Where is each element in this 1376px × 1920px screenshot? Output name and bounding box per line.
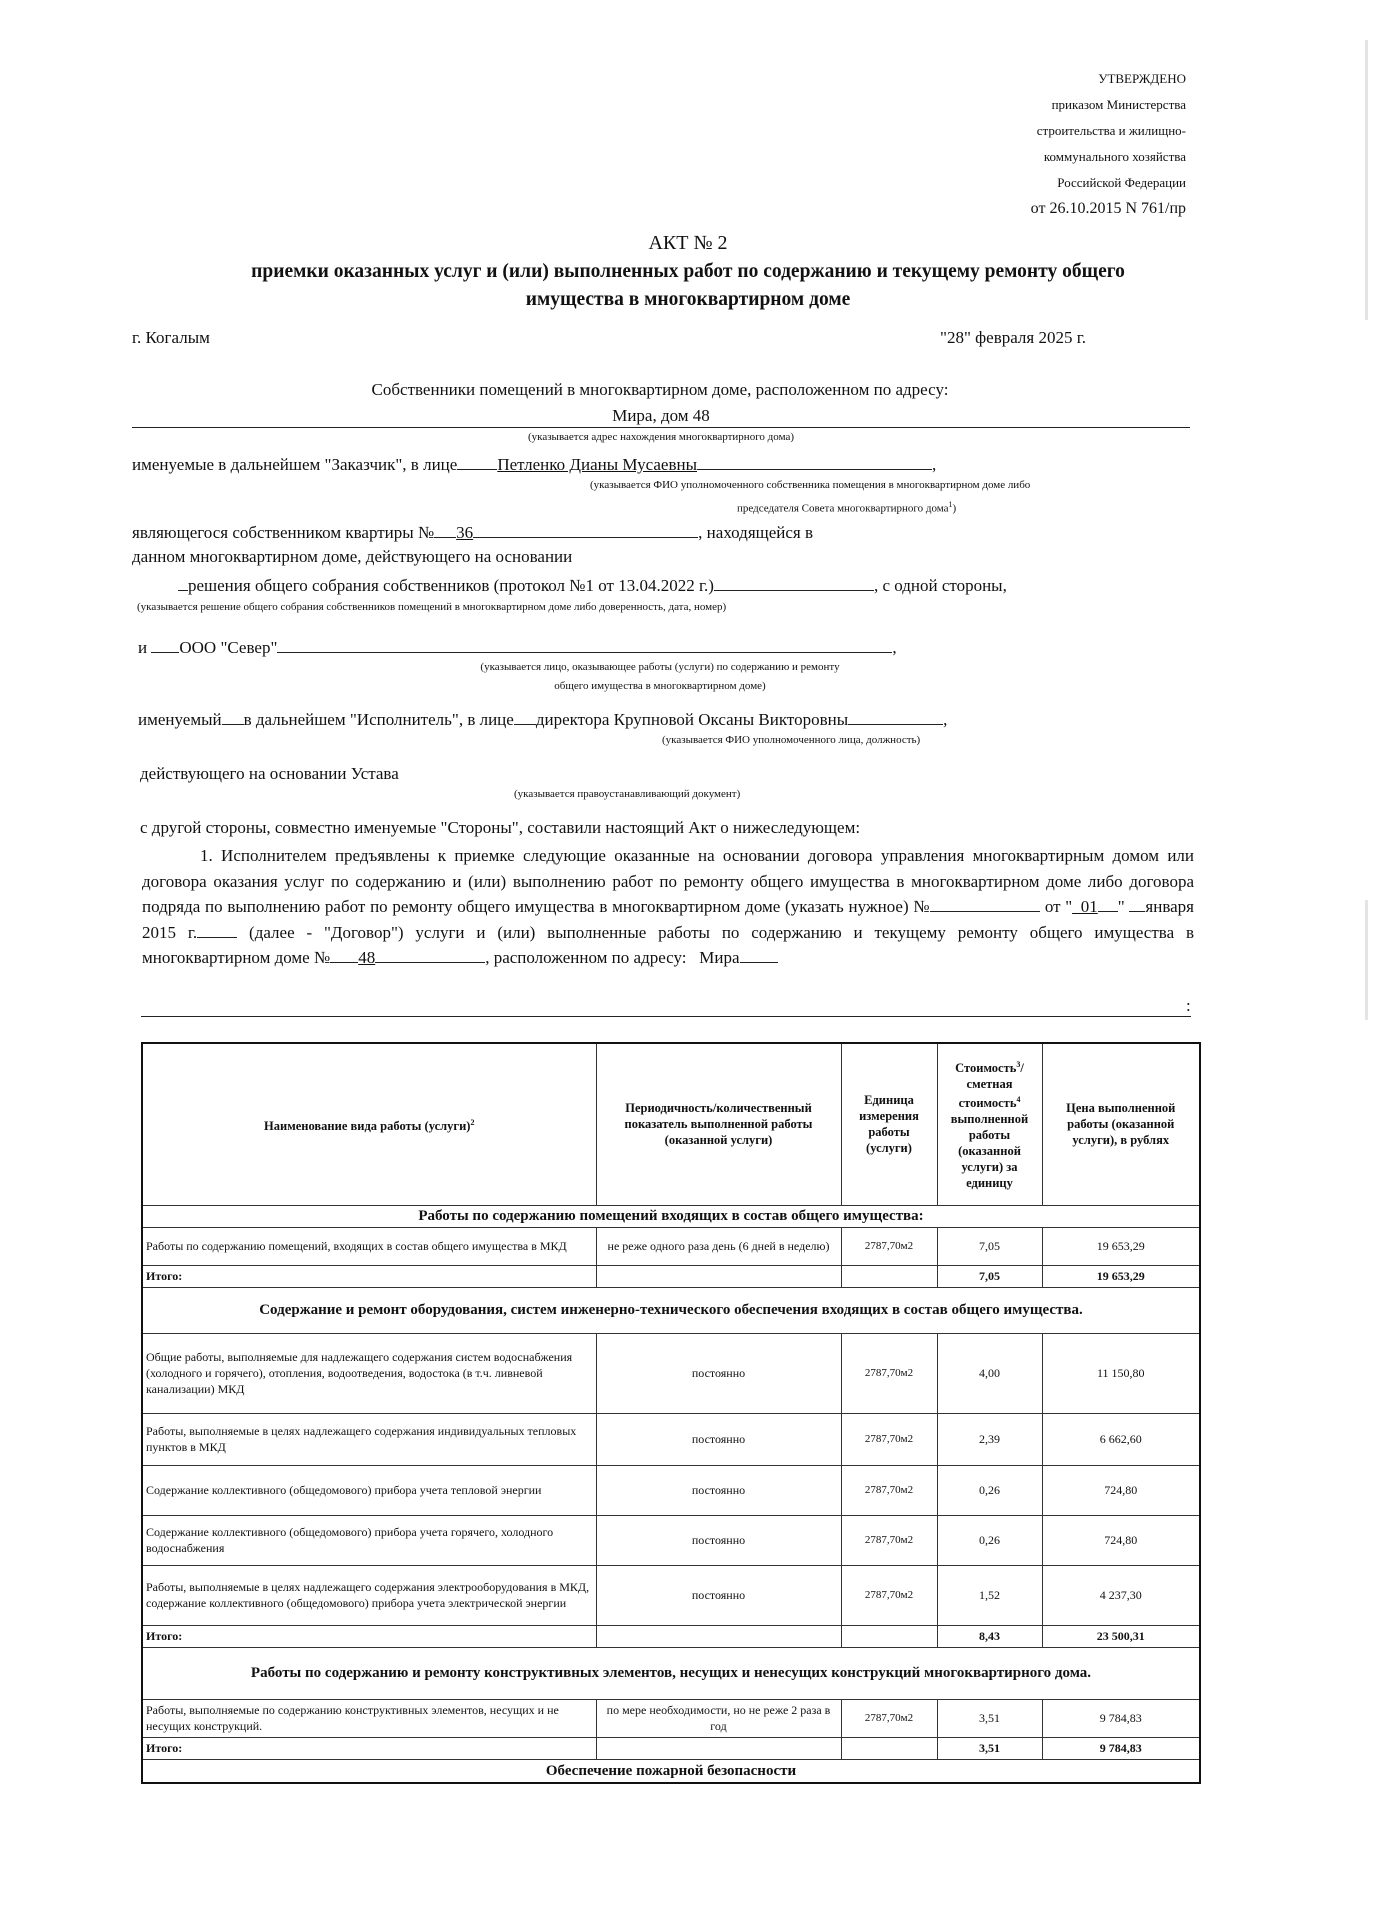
header-period: Периодичность/количественный показатель выполненной работы (оказанной услуги)	[596, 1043, 841, 1205]
one-side: , с одной стороны,	[873, 576, 1007, 595]
decision-line	[178, 576, 1007, 596]
scan-edge-mark	[1365, 900, 1368, 1020]
approval-order-date: от 26.10.2015 N 761/пр	[1030, 200, 1186, 217]
total-price: 19 653,29	[1042, 1265, 1200, 1287]
customer-line: именуемые в дальнейшем "Заказчик", в лице Петленко Дианы Мусаевны ,	[132, 455, 937, 474]
contractor-hint-2: общего имущества в многоквартирном доме)	[554, 680, 766, 692]
work-period: постоянно	[596, 1515, 841, 1565]
work-name: Содержание коллективного (общедомового) прибора учета тепловой энергии	[142, 1465, 596, 1515]
work-unit: 2787,70м2	[841, 1465, 937, 1515]
work-unit: 2787,70м2	[841, 1413, 937, 1465]
owners-intro: Собственники помещений в многоквартирном доме, расположенном по адресу:	[371, 380, 949, 399]
executor-hint: (указывается ФИО уполномоченного лица, должность)	[662, 734, 921, 746]
work-unit: 2787,70м2	[841, 1565, 937, 1625]
work-period: постоянно	[596, 1465, 841, 1515]
total-cost: 7,05	[937, 1265, 1042, 1287]
work-price: 11 150,80	[1042, 1333, 1200, 1413]
basis: действующего на основании Устава	[140, 764, 399, 783]
work-period: постоянно	[596, 1333, 841, 1413]
table-row	[142, 1413, 1200, 1465]
work-price: 724,80	[1042, 1515, 1200, 1565]
executor-line: именуемый в дальнейшем "Исполнитель", в лице директора Крупновой Оксаны Викторовны ,	[138, 710, 948, 729]
act-date: "28" февраля 2025 г.	[940, 328, 1087, 347]
address-blank-line	[141, 1000, 1191, 1017]
work-price: 724,80	[1042, 1465, 1200, 1515]
header-price: Цена выполненной работы (оказанной услуги), в рублях	[1042, 1043, 1200, 1205]
work-name: Содержание коллективного (общедомового) прибора учета горячего, холодного водоснабжения	[142, 1515, 596, 1565]
work-period: не реже одного раза день (6 дней в неделю)	[596, 1227, 841, 1265]
work-period: постоянно	[596, 1413, 841, 1465]
work-cost: 4,00	[937, 1333, 1042, 1413]
acting-on: данном многоквартирном доме, действующего на основании	[132, 547, 573, 566]
work-cost: 1,52	[937, 1565, 1042, 1625]
clause-1: 1. Исполнителем предъявлены к приемке следующие оказанные на основании договора управления многоквартирным домом или договора оказания услуг по содержанию и (или) выполнению работ по ремонту общего имущества в многоквартирном доме либо договора подряда по выполнению работ по ремонту общего имущества в многоквартирном доме (указать нужное) № от "_01 " января 2015 г. (далее - "Договор") услуги и (или) выполненные работы по содержанию и текущему ремонту общего имущества в многоквартирном доме № 48 , расположенном по адресу: Мира	[142, 846, 1195, 967]
work-name: Работы, выполняемые в целях надлежащего содержания электрооборудования в МКД, содержание коллективного (общедомового) прибора учета электрической энергии	[142, 1565, 596, 1625]
total-row	[142, 1737, 1200, 1759]
total-row	[142, 1625, 1200, 1647]
address-field	[132, 406, 1190, 428]
work-price: 4 237,30	[1042, 1565, 1200, 1625]
work-cost: 0,26	[937, 1515, 1042, 1565]
table-row	[142, 1465, 1200, 1515]
customer-name: Петленко Дианы Мусаевны	[497, 455, 698, 474]
decision-text: решения общего собрания собственников (протокол №1 от 13.04.2022 г.)	[188, 576, 714, 595]
act-number: АКТ № 2	[648, 232, 728, 254]
table-row	[142, 1515, 1200, 1565]
contractor-line: и ООО "Север" ,	[138, 638, 897, 657]
total-cost: 3,51	[937, 1737, 1042, 1759]
work-cost: 3,51	[937, 1699, 1042, 1737]
approval-line: приказом Министерства	[1051, 97, 1186, 112]
decision-hint: (указывается решение общего собрания собственников помещений в многоквартирном доме либо доверенность, дата, номер)	[137, 601, 727, 613]
contractor-hint-1: (указывается лицо, оказывающее работы (услуги) по содержанию и ремонту	[480, 661, 840, 673]
work-unit: 2787,70м2	[841, 1515, 937, 1565]
total-cost: 8,43	[937, 1625, 1042, 1647]
header-name: Наименование вида работы (услуги)$^2$	[142, 1043, 596, 1205]
approval-line: Российской Федерации	[1057, 175, 1186, 190]
work-name: Работы, выполняемые по содержанию конструктивных элементов, несущих и не несущих конструкций.	[142, 1699, 596, 1737]
total-label: Итого:	[142, 1737, 596, 1759]
work-name: Общие работы, выполняемые для надлежащего содержания систем водоснабжения (холодного и горячего), отопления, водоотведения, водостока (в т.ч. ливневой канализации) МКД	[142, 1333, 596, 1413]
contractor-name: ООО "Север"	[179, 638, 278, 657]
work-name: Работы, выполняемые в целях надлежащего содержания индивидуальных тепловых пунктов в МКД	[142, 1413, 596, 1465]
customer-hint-1: (указывается ФИО уполномоченного собственника помещения в многоквартирном доме либо	[590, 479, 1031, 491]
basis-hint: (указывается правоустанавливающий документ)	[514, 788, 741, 800]
work-period: постоянно	[596, 1565, 841, 1625]
section-title: Обеспечение пожарной безопасности	[142, 1759, 1200, 1783]
work-unit: 2787,70м2	[841, 1227, 937, 1265]
work-price: 6 662,60	[1042, 1413, 1200, 1465]
address-hint: (указывается адрес нахождения многоквартирного дома)	[527, 431, 794, 443]
approval-line: строительства и жилищно-	[1036, 123, 1186, 138]
approval-line: УТВЕРЖДЕНО	[1098, 71, 1186, 86]
apartment-number: 36	[456, 523, 474, 542]
act-title	[0, 258, 1376, 314]
total-row	[142, 1265, 1200, 1287]
table-row	[142, 1565, 1200, 1625]
work-period: по мере необходимости, но не реже 2 раза в год	[596, 1699, 841, 1737]
work-cost: 0,26	[937, 1465, 1042, 1515]
table-row	[142, 1699, 1200, 1737]
work-price: 9 784,83	[1042, 1699, 1200, 1737]
total-label: Итого:	[142, 1625, 596, 1647]
other-side: с другой стороны, совместно именуемые "Стороны", составили настоящий Акт о нижеследующем:	[140, 818, 861, 837]
approval-block	[1031, 66, 1186, 222]
act-title-line-2: имущества в многоквартирном доме	[525, 289, 851, 310]
section-title: Работы по содержанию и ремонту конструктивных элементов, несущих и ненесущих конструкций многоквартирного дома.	[142, 1647, 1200, 1699]
act-title-line-1: приемки оказанных услуг и (или) выполненных работ по содержанию и текущему ремонту общего	[251, 261, 1125, 282]
clause-colon: :	[1186, 996, 1191, 1015]
section-title: Работы по содержанию помещений входящих в состав общего имущества:	[142, 1205, 1200, 1227]
section-title: Содержание и ремонт оборудования, систем инженерно-технического обеспечения входящих в состав общего имущества.	[142, 1287, 1200, 1333]
work-price: 19 653,29	[1042, 1227, 1200, 1265]
total-price: 9 784,83	[1042, 1737, 1200, 1759]
city: г. Когалым	[132, 328, 210, 347]
table-row	[142, 1333, 1200, 1413]
work-unit: 2787,70м2	[841, 1333, 937, 1413]
apartment-prefix: являющегося собственником квартиры №	[132, 523, 435, 542]
customer-prefix: именуемые в дальнейшем "Заказчик", в лице	[132, 455, 458, 474]
executor-name: директора Крупновой Оксаны Викторовны	[535, 710, 849, 729]
apartment-line: являющегося собственником квартиры № 36 , находящейся в	[132, 523, 814, 542]
work-unit: 2787,70м2	[841, 1699, 937, 1737]
address-value: Мира, дом 48	[612, 406, 710, 425]
works-table	[141, 1042, 1201, 1784]
work-name: Работы по содержанию помещений, входящих в состав общего имущества в МКД	[142, 1227, 596, 1265]
table-row	[142, 1227, 1200, 1265]
customer-hint-2: председателя Совета многоквартирного дома$^1$)	[737, 500, 957, 515]
approval-line: коммунального хозяйства	[1043, 149, 1186, 164]
work-cost: 2,39	[937, 1413, 1042, 1465]
work-cost: 7,05	[937, 1227, 1042, 1265]
header-cost: Стоимость$^3$/сметная стоимость$^4$ выполненной работы (оказанной услуги) за единицу	[937, 1043, 1042, 1205]
total-label: Итого:	[142, 1265, 596, 1287]
total-price: 23 500,31	[1042, 1625, 1200, 1647]
header-unit: Единица измерения работы (услуги)	[841, 1043, 937, 1205]
